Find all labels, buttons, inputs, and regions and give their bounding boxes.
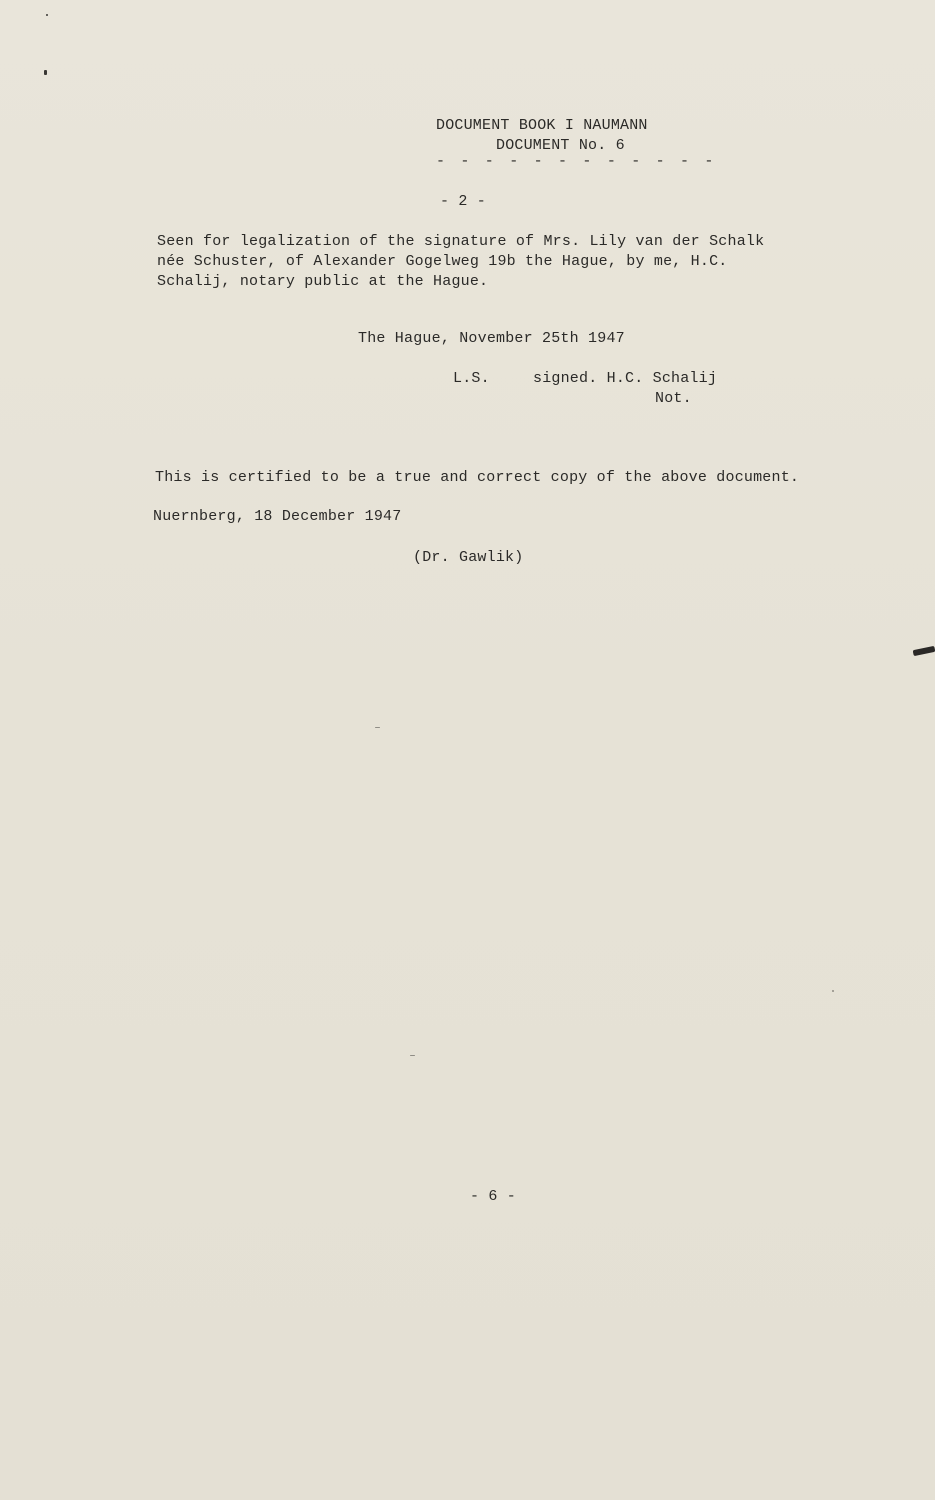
place-date-line: The Hague, November 25th 1947 — [358, 330, 625, 347]
scan-speck — [410, 1055, 415, 1056]
certifier-name: (Dr. Gawlik) — [413, 549, 524, 566]
seal-marker: L.S. — [453, 370, 490, 387]
notary-title: Not. — [655, 390, 692, 407]
certification-statement: This is certified to be a true and correct copy of the above document. — [155, 469, 800, 486]
scan-edge-mark — [913, 646, 935, 656]
scan-speck — [44, 70, 47, 75]
certification-place-date: Nuernberg, 18 December 1947 — [153, 508, 402, 525]
signature-line: signed. H.C. Schalij — [533, 370, 718, 387]
page-marker-top: - 2 - — [440, 193, 487, 210]
scan-speck — [375, 727, 380, 728]
document-number: DOCUMENT No. 6 — [496, 137, 625, 154]
scan-speck — [46, 14, 48, 16]
page-number-bottom: - 6 - — [470, 1188, 517, 1205]
document-book-title: DOCUMENT BOOK I NAUMANN — [436, 117, 648, 134]
scan-speck — [832, 990, 834, 992]
header-rule: - - - - - - - - - - - - — [436, 153, 717, 170]
legalization-paragraph: Seen for legalization of the signature of Mrs. Lily van der Schalk née Schuster, of Alexander Gogelweg 19b the Hague, by me, H.C. Schalij, notary public at the Hague. — [157, 233, 765, 290]
